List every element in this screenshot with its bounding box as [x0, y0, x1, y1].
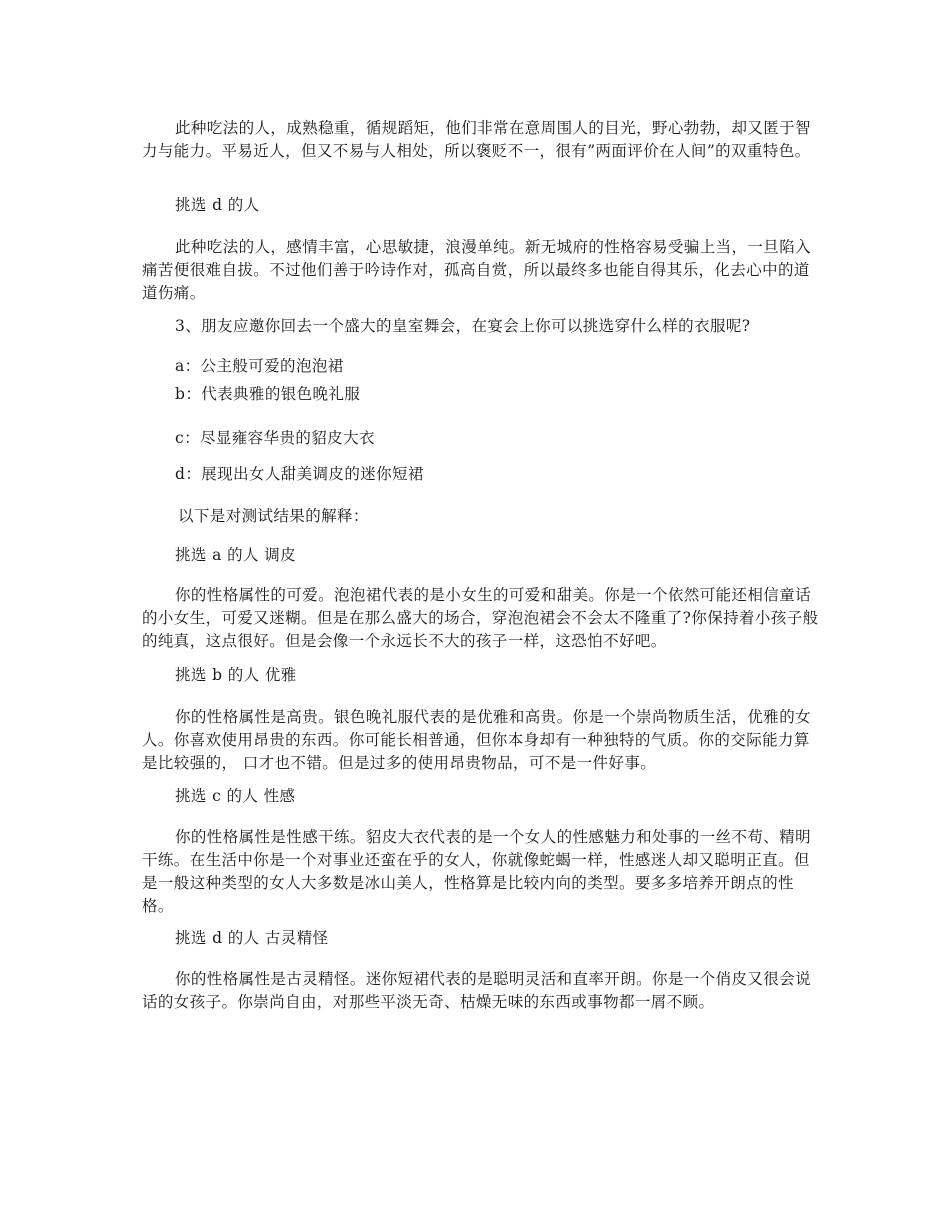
- option-b: b：代表典雅的银色晚礼服: [175, 385, 361, 403]
- paragraph-choice-b: 你的性格属性是高贵。银色晚礼服代表的是优雅和高贵。你是一个崇尚物质生活，优雅的女人。你喜欢使用昂贵的东西。你可能长相普通，但你本身却有一种独特的气质。你的交际能力算是比较强的， 口才也不错。但是过多的使用昂贵物品，可不是一件好事。: [142, 708, 812, 772]
- paragraph-choice-a: 你的性格属性的可爱。泡泡裙代表的是小女生的可爱和甜美。你是一个依然可能还相信童话的小女生，可爱又迷糊。但是在那么盛大的场合，穿泡泡裙会不会太不隆重了?你保持着小孩子般的纯真，这点很好。但是会像一个永远长不大的孩子一样，这恐怕不好吧。: [142, 586, 819, 650]
- paragraph-intro: 此种吃法的人，成熟稳重，循规蹈矩，他们非常在意周围人的目光，野心勃勃，却又匿于智力与能力。平易近人，但又不易与人相处，所以褒贬不一，很有”两面评价在人间”的双重特色。: [142, 119, 812, 160]
- heading-choice-b: 挑选 b 的人 优雅: [175, 666, 297, 684]
- explanation-title: 以下是对测试结果的解释：: [178, 507, 369, 525]
- paragraph-choice-c: 你的性格属性是性感干练。貂皮大衣代表的是一个女人的性感魅力和处事的一丝不苟、精明干练。在生活中你是一个对事业还蛮在乎的女人，你就像蛇蝎一样，性感迷人却又聪明正直。但是一般这种类型的女人大多数是冰山美人，性格算是比较内向的类型。要多多培养开朗点的性格。: [142, 828, 812, 915]
- option-c: c：尽显雍容华贵的貂皮大衣: [175, 429, 375, 447]
- heading-choice-d-second: 挑选 d 的人 古灵精怪: [175, 929, 329, 947]
- paragraph-choice-d-second: 你的性格属性是古灵精怪。迷你短裙代表的是聪明灵活和直率开朗。你是一个俏皮又很会说话的女孩子。你崇尚自由，对那些平淡无奇、枯燥无味的东西或事物都一屑不顾。: [142, 970, 812, 1011]
- option-d: d：展现出女人甜美调皮的迷你短裙: [175, 465, 424, 483]
- heading-choice-c: 挑选 c 的人 性感: [175, 787, 296, 805]
- paragraph-choice-d-first: 此种吃法的人，感情丰富，心思敏捷，浪漫单纯。新无城府的性格容易受骗上当，一旦陷入痛苦便很难自拔。不过他们善于吟诗作对，孤高自赏，所以最终多也能自得其乐，化去心中的道道伤痛。: [142, 238, 812, 302]
- heading-choice-d-first: 挑选 d 的人: [175, 196, 260, 214]
- heading-choice-a: 挑选 a 的人 调皮: [175, 546, 297, 564]
- option-a: a：公主般可爱的泡泡裙: [175, 357, 344, 375]
- question-3: 3、朋友应邀你回去一个盛大的皇室舞会，在宴会上你可以挑选穿什么样的衣服呢?: [175, 317, 751, 335]
